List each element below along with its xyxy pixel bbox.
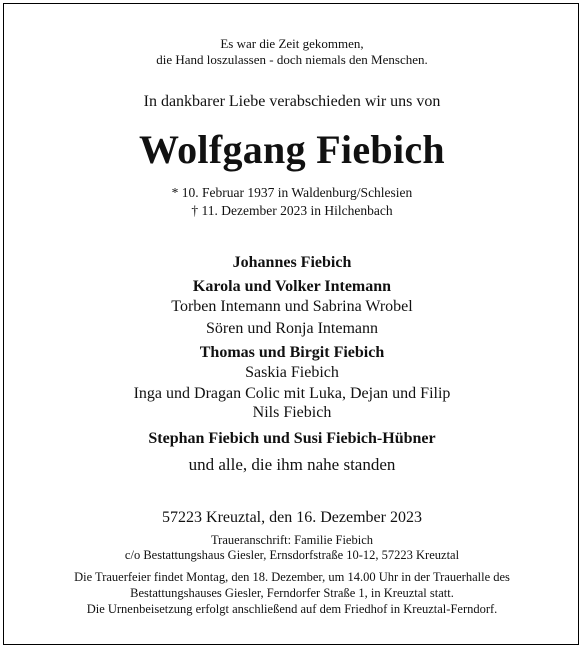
- family-line-6: Saskia Fiebich: [245, 364, 339, 381]
- place-date: 57223 Kreuztal, den 16. Dezember 2023: [162, 509, 422, 526]
- family-line-2: Karola und Volker Intemann: [192, 278, 392, 295]
- family-line-4: Sören und Ronja Intemann: [206, 320, 378, 337]
- address-line-1: Traueranschrift: Familie Fiebich: [210, 533, 373, 547]
- motto-line-2: die Hand loszulassen - doch niemals den Menschen.: [156, 52, 428, 67]
- ceremony-line-2: Bestattungshauses Giesler, Ferndorfer Straße 1, in Kreuztal statt.: [130, 586, 454, 600]
- family-line-3: Torben Intemann und Sabrina Wrobel: [171, 298, 413, 315]
- motto-line-1: Es war die Zeit gekommen,: [220, 36, 364, 51]
- family-line-9: Stephan Fiebich und Susi Fiebich-Hübner: [148, 430, 436, 447]
- deceased-name: Wolfgang Fiebich: [139, 127, 445, 172]
- ceremony-line-3: Die Urnenbeisetzung erfolgt anschließend auf dem Friedhof in Kreuztal-Ferndorf.: [86, 602, 498, 616]
- family-line-5: Thomas und Birgit Fiebich: [199, 344, 385, 361]
- address-line-2: c/o Bestattungshaus Giesler, Ernsdorfstraße 10-12, 57223 Kreuztal: [124, 548, 460, 562]
- family-line-8: Nils Fiebich: [252, 404, 332, 421]
- birth-date: * 10. Februar 1937 in Waldenburg/Schlesien: [171, 185, 413, 200]
- family-closing: und alle, die ihm nahe standen: [188, 455, 396, 474]
- family-line-7: Inga und Dragan Colic mit Luka, Dejan und Filip: [133, 385, 451, 402]
- family-line-1: Johannes Fiebich: [232, 254, 352, 271]
- death-date: † 11. Dezember 2023 in Hilchenbach: [191, 203, 393, 218]
- intro-text: In dankbarer Liebe verabschieden wir uns von: [143, 93, 441, 110]
- ceremony-line-1: Die Trauerfeier findet Montag, den 18. Dezember, um 14.00 Uhr in der Trauerhalle des: [74, 570, 510, 584]
